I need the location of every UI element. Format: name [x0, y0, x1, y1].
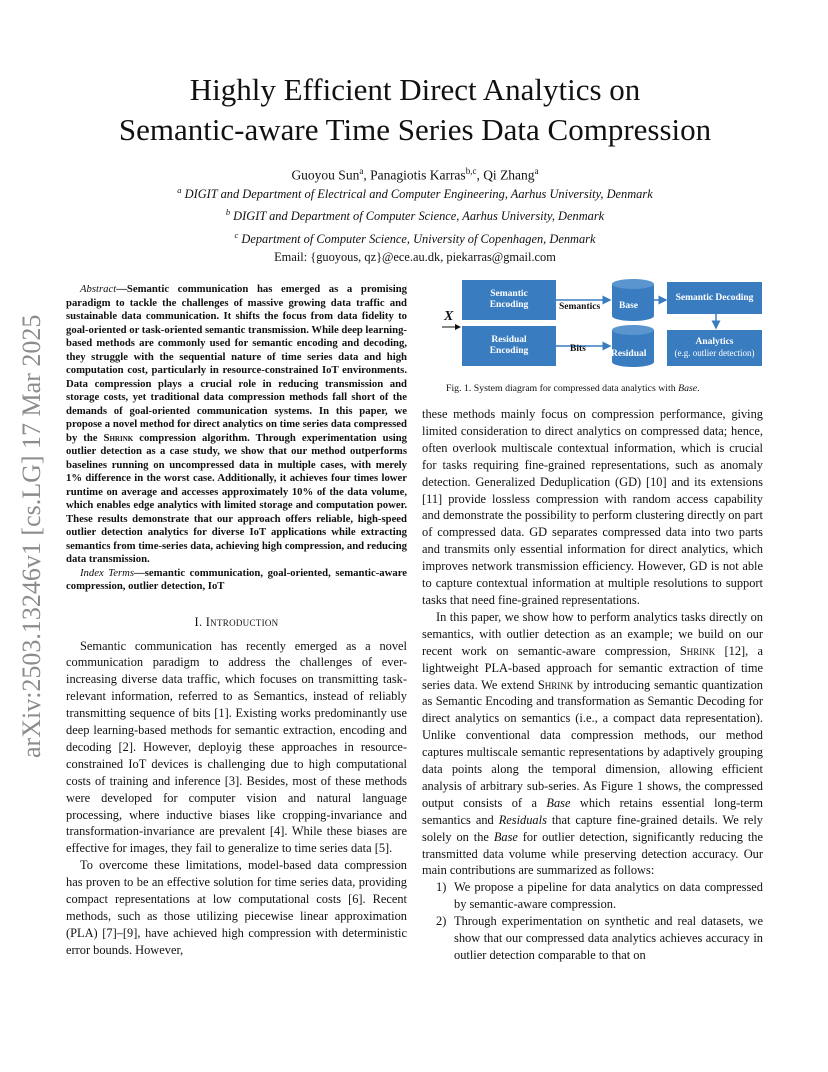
paragraph-text: which retains essential long-term semantics and: [422, 795, 763, 827]
box-sublabel: (e.g. outlier detection): [674, 348, 755, 358]
affiliation-a: [60, 181, 770, 203]
paragraph-text: by introducing semantic quantization as Semantic Encoding and transformation as Semantic Decoding for direct analytics on semantics (i.e., a compact data representation). Unlike conventional data compression methods, our method captures multiscale semantic representations by adaptively grouping data points along the temporal dimension, allowing efficient analysis of arbitrary sub-series. As Figure 1 shows, the compressed output consists of a: [422, 677, 763, 810]
figure-caption: [446, 383, 700, 395]
analytics-box: [667, 330, 762, 366]
base-term: Base: [493, 829, 518, 844]
paragraph-text: [12], a lightweight PLA-based approach for semantic extraction of time series data. We extend: [422, 643, 763, 692]
residual-encoding-box: [462, 326, 556, 366]
caption-end: .: [697, 383, 700, 394]
box-label: Semantic: [490, 289, 528, 299]
affiliation-text: Department of Computer Science, University of Copenhagen, Denmark: [241, 231, 596, 246]
right-paragraph-1: these methods mainly focus on compression performance, giving limited consideration to direct analytics on compressed data; hence, often overlook multiscale contextual information, which is crucial for tasks requiring fine-grained representations, such as anomaly detection. Generalized Deduplication (GD) [10] and its extensions [11] provide lossless compression with random access capability and demonstrate the possibility to perform clustering directly on part of compressed data. GD separates compressed data into two parts and transmits only essential information for direct analytics, which improves network transmission efficiency. However, GD is not able to capture contextual information at multiple resolutions to support tasks that need fine-grained representations.: [422, 407, 764, 607]
contribution-list: [422, 879, 763, 964]
input-x-label: X: [444, 309, 454, 324]
right-paragraph-2: [422, 609, 763, 880]
paper-title: [60, 70, 770, 150]
list-text: Through experimentation on synthetic and real datasets, we show that our compressed data analytics achieves accuracy in outlier detection comparable to that on: [454, 914, 763, 962]
base-cylinder: [612, 279, 654, 321]
caption-text: Fig. 1. System diagram for compressed data analytics with: [446, 383, 679, 394]
shrink-term: Shrink: [103, 431, 134, 444]
author-name: Qi Zhang: [483, 167, 535, 183]
author-name: Guoyou Sun: [291, 167, 360, 183]
list-item: [422, 879, 763, 913]
paragraph-text: that capture fine-grained details. We rely solely on the: [422, 812, 763, 844]
author-list: Guoyou Sun$^a$, Panagiotis Karras$^{b,c}$, Qi Zhang$^a$: [291, 166, 539, 183]
box-label: Residual: [491, 335, 527, 345]
affiliation-text: DIGIT and Department of Electrical and Computer Engineering, Aarhus University, Denmark: [184, 187, 653, 202]
intro-paragraph-2: To overcome these limitations, model-based data compression has proven to be an effective solution for time series data, providing compact representations at low computational costs [6]. Recent methods, such as those utilizing piecewise linear approximation (PLA) [7]–[9], have achieved high compression with deterministic error bounds. However,: [66, 858, 407, 957]
box-label: Semantic Decoding: [675, 292, 754, 303]
abstract-text: compression algorithm. Through experimentation using outlier detection as a case study, we show that our method outperforms baselines running on uncompressed data in multiple cases, with merely 1% difference in the worst case. Additionally, it achieves four times lower runtime on average and accesses approximately 10% of the data volume, which enables edge analytics with limited storage and computation power. These results demonstrate that our approach offers reliable, high-speed outlier detection analytics for diverse IoT applications while extracting semantics from time-series data, achieving high compression, and reducing data transmission.: [66, 431, 407, 565]
section-title: Introduction: [205, 614, 279, 629]
author-superscript: b,c: [465, 166, 477, 176]
affiliation-b: [60, 203, 770, 225]
list-number: 2): [436, 914, 447, 929]
title-line-1: Highly Efficient Direct Analytics on: [189, 72, 641, 107]
residual-cylinder: [612, 325, 654, 367]
affiliation-marker: b: [225, 207, 231, 218]
affiliation-marker: c: [234, 229, 239, 240]
residuals-term: Residuals: [498, 812, 547, 827]
bits-label: Bits: [570, 344, 586, 354]
list-text: We propose a pipeline for data analytics on data compressed by semantic-aware compression.: [454, 880, 763, 912]
box-label: Encoding: [489, 300, 529, 310]
right-column: [422, 406, 763, 964]
paragraph-text: In this paper, we show how to perform analytics tasks directly on semantics, with outlier detection as an example; we build on our recent work on semantic-aware compression,: [422, 609, 763, 658]
abstract: [66, 283, 407, 567]
abstract-lead: Abstract: [80, 283, 117, 295]
list-item: [422, 913, 763, 964]
section-heading: [66, 614, 407, 630]
box-label: Analytics: [695, 337, 734, 347]
index-terms-text: —semantic communication, goal-oriented, semantic-aware compression, outlier detection, IoT: [66, 566, 407, 592]
affiliation-marker: a: [177, 185, 182, 195]
affiliations: [60, 181, 770, 266]
author-superscript: a: [359, 166, 364, 176]
paragraph-text: for outlier detection, significantly reducing the transmitted data volume while preserving detection accuracy. Our main contributions are summarized as follows:: [422, 829, 763, 878]
shrink-term: Shrink: [537, 677, 574, 692]
left-column: [66, 283, 407, 959]
title-line-2: Semantic-aware Time Series Data Compression: [118, 112, 712, 147]
index-terms-lead: Index Terms: [80, 566, 135, 579]
author-superscript: a: [534, 166, 539, 176]
intro-paragraph-1: Semantic communication has recently emerged as a novel communication paradigm to address the challenges of ever-increasing diverse data traffic, which focuses on transmitting task-relevant information, referred to as Semantics, instead of reliably transmitting sequence of bits [1]. Existing works predominantly use deep learning-based methods for semantic extraction, encoding and decoding [2]. However, deployig these approaches in resource-constrained IoT devices is challenging due to high computational costs of training and inference [3]. Besides, most of these methods were developed for computer vision and natural language processing, where inductive biases like cropping-invariance and transformation-invariance are prevalent [4]. While these biases are effective for images, they fail to generalize to time series data [5].: [66, 638, 407, 856]
arxiv-stamp: arXiv:2503.13246v1 [cs.LG] 17 Mar 2025: [17, 314, 46, 758]
section-number: I.: [194, 614, 203, 629]
semantic-encoding-box: [462, 280, 556, 320]
list-number: 1): [436, 880, 447, 895]
author-name: Panagiotis Karras: [370, 167, 466, 183]
base-term: Base: [546, 795, 571, 810]
affiliation-c: [60, 226, 770, 248]
base-label: Base: [619, 301, 638, 311]
abstract-text: —Semantic communication has emerged as a promising paradigm to tackle the challenges of massive growing data traffic and sustainable data communication. It shifts the focus from data fidelity to goal-oriented or task-oriented semantic transmission. While deep learning-based methods are commonly used for semantic encoding and decoding, they struggle with the sequential nature of time series data and high computation cost, particularly in resource-constrained IoT environments. Data compression plays a crucial role in reducing transmission and storage costs, yet traditional data compression methods fall short of the demands of goal-oriented communication systems. In this paper, we propose a novel method for direct analytics on time series data compressed by the: [66, 283, 407, 444]
system-diagram: [438, 276, 768, 372]
contact-email: Email: {guoyous, qz}@ece.au.dk, piekarras@gmail.com: [274, 249, 556, 264]
residual-label: Residual: [611, 349, 647, 359]
caption-italic: Base: [678, 383, 698, 394]
index-terms: [66, 567, 407, 594]
affiliation-text: DIGIT and Department of Computer Science, Aarhus University, Denmark: [233, 209, 605, 224]
semantics-label: Semantics: [559, 302, 601, 312]
shrink-term: Shrink: [679, 643, 716, 658]
semantic-decoding-box: [667, 282, 762, 314]
box-label: Encoding: [489, 346, 529, 356]
